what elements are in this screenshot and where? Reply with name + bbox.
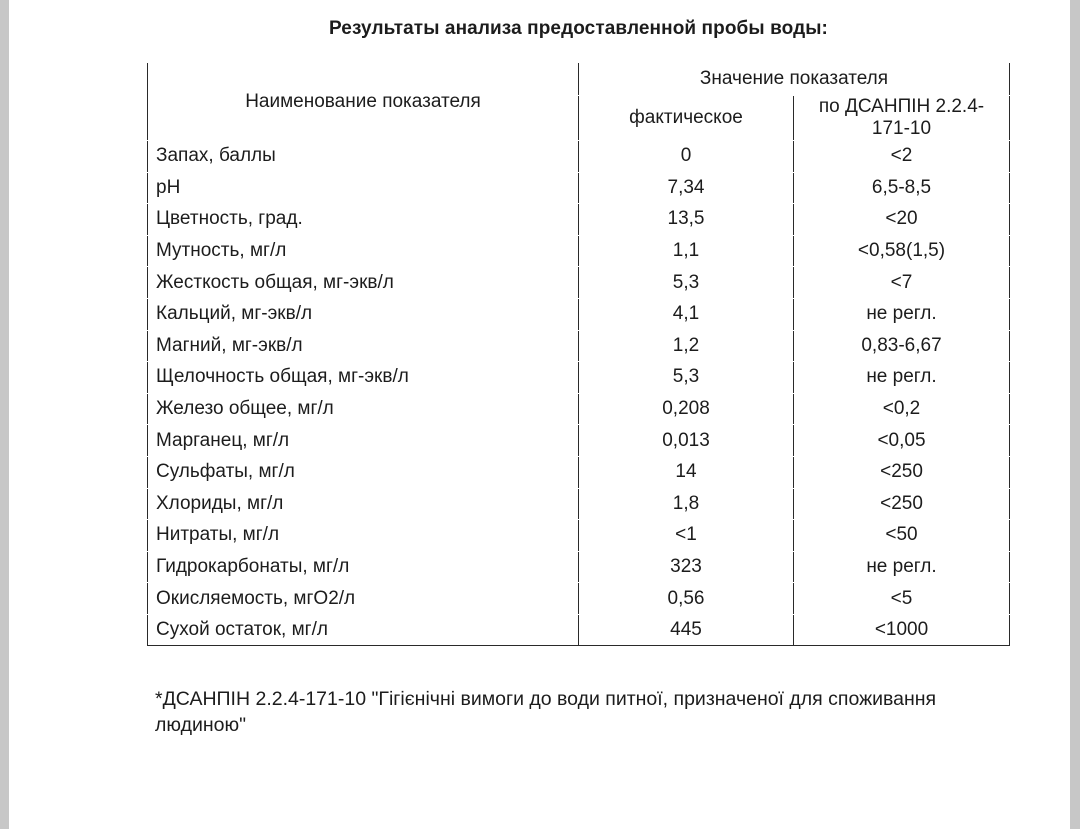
actual-value-cell: 323: [578, 552, 793, 583]
parameter-name-cell: Запах, баллы: [147, 141, 578, 172]
table-row: [147, 425, 1010, 456]
actual-value-cell: 7,34: [578, 173, 793, 204]
table-row: [147, 457, 1010, 488]
table-row: [147, 394, 1010, 425]
standard-value-cell: <5: [793, 583, 1010, 614]
table-header: [147, 63, 1010, 140]
table-row: [147, 204, 1010, 235]
parameter-name-cell: Жесткость общая, мг-экв/л: [147, 267, 578, 298]
page-title: Результаты анализа предоставленной пробы воды:: [329, 18, 828, 39]
standard-value-cell: <7: [793, 267, 1010, 298]
actual-value-cell: <1: [578, 520, 793, 551]
parameter-name-cell: Магний, мг-экв/л: [147, 331, 578, 362]
standard-value-cell: <250: [793, 489, 1010, 520]
table-row: [147, 141, 1010, 172]
parameter-name-cell: Сухой остаток, мг/л: [147, 615, 578, 646]
standard-value-cell: не регл.: [793, 552, 1010, 583]
parameter-name-cell: Хлориды, мг/л: [147, 489, 578, 520]
actual-value-cell: 5,3: [578, 267, 793, 298]
scrollbar-track[interactable]: [1070, 0, 1080, 829]
standard-value-cell: 0,83-6,67: [793, 331, 1010, 362]
parameter-name-cell: Марганец, мг/л: [147, 425, 578, 456]
page-edge-left: [0, 0, 9, 829]
actual-value-cell: 445: [578, 615, 793, 646]
standard-value-cell: <50: [793, 520, 1010, 551]
parameter-name-cell: Нитраты, мг/л: [147, 520, 578, 551]
table-row: [147, 236, 1010, 267]
table-row: [147, 267, 1010, 298]
table-row: [147, 583, 1010, 614]
parameter-name-cell: Мутность, мг/л: [147, 236, 578, 267]
actual-value-cell: 0,013: [578, 425, 793, 456]
standard-value-cell: 6,5-8,5: [793, 173, 1010, 204]
table-row: [147, 331, 1010, 362]
actual-value-cell: 5,3: [578, 362, 793, 393]
actual-value-cell: 1,1: [578, 236, 793, 267]
actual-value-cell: 0: [578, 141, 793, 172]
table-row: [147, 362, 1010, 393]
standard-value-cell: <0,58(1,5): [793, 236, 1010, 267]
column-header-actual: фактическое: [578, 96, 793, 140]
standard-value-cell: <250: [793, 457, 1010, 488]
standard-value-cell: <0,05: [793, 425, 1010, 456]
table-row: [147, 552, 1010, 583]
parameter-name-cell: Железо общее, мг/л: [147, 394, 578, 425]
actual-value-cell: 4,1: [578, 299, 793, 330]
actual-value-cell: 0,208: [578, 394, 793, 425]
standard-value-cell: не регл.: [793, 362, 1010, 393]
column-header-value-group: Значение показателя: [578, 63, 1010, 95]
parameter-name-cell: Окисляемость, мгО2/л: [147, 583, 578, 614]
column-header-standard: по ДСАНПІН 2.2.4-171-10: [793, 96, 1010, 140]
standard-value-cell: <0,2: [793, 394, 1010, 425]
actual-value-cell: 1,8: [578, 489, 793, 520]
table-row: [147, 615, 1010, 646]
footnote: *ДСАНПІН 2.2.4-171-10 "Гігієнічні вимоги до води питної, призначеної для споживання людиною": [155, 688, 937, 736]
parameter-name-cell: Щелочность общая, мг-экв/л: [147, 362, 578, 393]
water-analysis-table: [147, 62, 1010, 647]
standard-value-cell: <1000: [793, 615, 1010, 646]
parameter-name-cell: Сульфаты, мг/л: [147, 457, 578, 488]
actual-value-cell: 13,5: [578, 204, 793, 235]
standard-value-cell: <20: [793, 204, 1010, 235]
standard-value-cell: <2: [793, 141, 1010, 172]
column-header-parameter: Наименование показателя: [147, 63, 578, 140]
standard-value-cell: не регл.: [793, 299, 1010, 330]
table-row: [147, 520, 1010, 551]
table-row: [147, 299, 1010, 330]
parameter-name-cell: Цветность, град.: [147, 204, 578, 235]
parameter-name-cell: Кальций, мг-экв/л: [147, 299, 578, 330]
table-body: [147, 141, 1010, 646]
actual-value-cell: 14: [578, 457, 793, 488]
actual-value-cell: 0,56: [578, 583, 793, 614]
parameter-name-cell: pH: [147, 173, 578, 204]
table-row: [147, 489, 1010, 520]
table-row: [147, 173, 1010, 204]
actual-value-cell: 1,2: [578, 331, 793, 362]
parameter-name-cell: Гидрокарбонаты, мг/л: [147, 552, 578, 583]
